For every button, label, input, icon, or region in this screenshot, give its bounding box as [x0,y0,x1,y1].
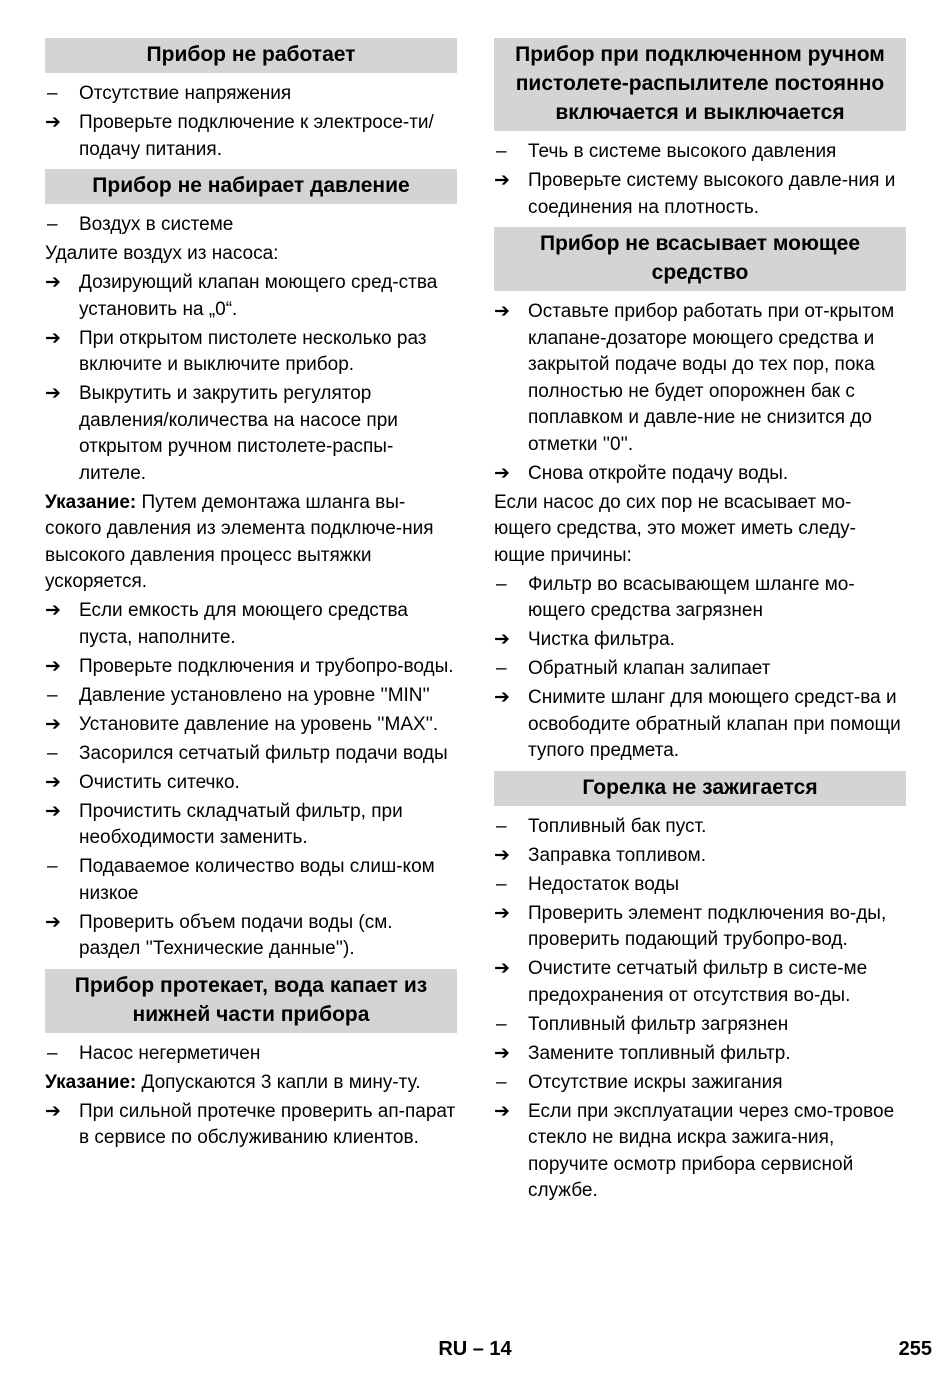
item-text: Снимите шланг для моющего средст-ва и освободите обратный клапан при помощи тупого предмета. [528,687,901,761]
footer-page-number: 255 [898,1338,932,1360]
dash-marker: – [47,214,58,235]
arrow-right-icon: ➔ [494,462,510,484]
cause-item [494,139,906,166]
arrow-right-icon: ➔ [494,170,510,191]
item-text: Если при эксплуатации через смо-тровое стекло не видна искра зажига-ния, поручите осмотр прибора сервисной службе. [528,1100,895,1201]
arrow-right-icon: ➔ [45,655,61,677]
troubleshooting-section [45,969,457,1152]
cause-item [45,81,457,108]
cause-item [45,741,457,768]
troubleshooting-section [494,771,906,1205]
item-text: Обратный клапан залипает [528,658,771,679]
cause-item [494,814,906,841]
dash-marker: – [496,1013,507,1035]
remedy-item [494,1099,906,1205]
cause-item [494,656,906,683]
arrow-right-icon: ➔ [494,902,510,924]
troubleshooting-section [45,169,457,963]
section-heading: Горелка не зажигается [494,771,906,806]
arrow-right-icon: ➔ [45,272,61,293]
remedy-item [45,270,457,323]
dash-marker: – [496,141,507,162]
item-text: Подаваемое количество воды слиш-ком низкое [79,856,435,904]
dash-marker: – [47,856,58,877]
item-text: Дозирующий клапан моющего сред-ства установить на „0“. [79,272,438,320]
cause-item [494,1012,906,1039]
item-text: Фильтр во всасывающем шланге мо-ющего средства загрязнен [528,573,855,621]
dash-marker: – [47,1042,58,1064]
dash-marker: – [47,83,58,104]
item-text: Установите давление на уровень ''MAX''. [79,713,439,735]
cause-item [45,683,457,710]
dash-marker: – [496,573,507,595]
remedy-item [45,1099,457,1152]
arrow-right-icon: ➔ [45,383,61,404]
arrow-right-icon: ➔ [45,112,61,133]
item-text: Прочистить складчатый фильтр, при необходимости заменить. [79,800,403,848]
item-text: Проверить объем подачи воды (см. раздел ''Технические данные''). [79,911,393,959]
remedy-item [45,770,457,797]
item-text: При сильной протечке проверить ап-парат в сервисе по обслуживанию клиентов. [79,1100,456,1148]
remedy-item [494,685,906,765]
plain-paragraph: Удалите воздух из насоса: [45,243,279,264]
item-text: Насос негерметичен [79,1042,261,1064]
note-paragraph [45,490,457,596]
arrow-right-icon: ➔ [45,327,61,349]
remedy-item [494,956,906,1009]
dash-marker: – [496,1071,507,1093]
cause-item [494,572,906,625]
remedy-item [45,712,457,739]
section-heading: Прибор не всасывает моющее средство [494,227,906,291]
troubleshooting-section [494,38,906,221]
dash-marker: – [496,873,507,895]
arrow-right-icon: ➔ [45,600,61,621]
remedy-item [45,910,457,963]
cause-item [494,1070,906,1097]
left-column [45,38,457,1158]
remedy-item [45,799,457,852]
arrow-right-icon: ➔ [494,1042,510,1064]
note-paragraph [45,1070,457,1097]
remedy-item [45,598,457,651]
note-text: Допускаются 3 капли в мину-ту. [136,1071,421,1093]
arrow-right-icon: ➔ [494,687,510,708]
remedy-item [45,654,457,681]
item-text: Воздух в системе [79,214,234,235]
dash-marker: – [47,742,58,764]
cause-item [45,854,457,907]
section-heading: Прибор не набирает давление [45,169,457,204]
item-text: Чистка фильтра. [528,629,675,650]
note-label: Указание: [45,1071,137,1093]
right-column [494,38,906,1211]
item-text: Засорился сетчатый фильтр подачи воды [79,742,448,764]
remedy-item [494,901,906,954]
item-text: Очистите сетчатый фильтр в систе-ме предохранения от отсутствия во-ды. [528,958,868,1006]
remedy-item [494,627,906,654]
section-heading: Прибор не работает [45,38,457,73]
arrow-right-icon: ➔ [494,629,510,650]
remedy-item [494,168,906,221]
item-text: Проверьте подключение к электросе-ти/подачу питания. [79,112,434,160]
cause-item [45,212,457,239]
item-text: Выкрутить и закрутить регулятор давления/количества на насосе при открытом ручном пистолете-распы-лителе. [79,383,398,484]
item-text: Проверьте подключения и трубопро-воды. [79,655,454,677]
arrow-right-icon: ➔ [494,844,510,866]
item-text: Замените топливный фильтр. [528,1042,791,1064]
arrow-right-icon: ➔ [494,958,510,979]
arrow-right-icon: ➔ [45,911,61,933]
item-text: Давление установлено на уровне ''MIN'' [79,684,430,706]
arrow-right-icon: ➔ [45,713,61,735]
item-text: Проверить элемент подключения во-ды, проверить подающий трубопро-вод. [528,902,887,950]
item-text: Отсутствие напряжения [79,83,292,104]
troubleshooting-section [45,38,457,163]
remedy-item [45,326,457,379]
dash-marker: – [496,658,507,679]
arrow-right-icon: ➔ [45,771,61,793]
item-text: Очистить ситечко. [79,771,240,793]
cause-item [45,1041,457,1068]
item-text: Отсутствие искры зажигания [528,1071,783,1093]
arrow-right-icon: ➔ [494,301,510,322]
footer-language-page: RU – 14 [438,1338,512,1360]
remedy-item [494,843,906,870]
arrow-right-icon: ➔ [45,1100,61,1122]
item-text: Топливный бак пуст. [528,815,707,837]
remedy-item [494,461,906,488]
note-text: Путем демонтажа шланга вы-сокого давления из элемента подключе-ния высокого давления процесс вытяжки ускоряется. [45,491,434,592]
section-heading: Прибор протекает, вода капает из нижней части прибора [45,969,457,1033]
item-text: Если емкость для моющего средства пуста, наполните. [79,600,408,648]
item-text: Недостаток воды [528,873,680,895]
arrow-right-icon: ➔ [494,1100,510,1122]
remedy-item [494,299,906,458]
remedy-item [45,110,457,163]
item-text: Снова откройте подачу воды. [528,462,789,484]
remedy-item [494,1041,906,1068]
note-label: Указание: [45,491,137,513]
plain-paragraph: Если насос до сих пор не всасывает мо-ющего средства, это может иметь следу-ющие причины: [494,491,856,566]
arrow-right-icon: ➔ [45,800,61,822]
item-text: Оставьте прибор работать при от-крытом клапане-дозаторе моющего средства и закрытой подаче воды до тех пор, пока полностью не будет опорожнен бак с поплавком и давле-ние не снизится до отметки ''0''. [528,301,895,455]
section-heading: Прибор при подключенном ручном пистолете-распылителе постоянно включается и выключается [494,38,906,131]
dash-marker: – [496,815,507,837]
remedy-item [45,381,457,487]
troubleshooting-section [494,227,906,765]
item-text: Топливный фильтр загрязнен [528,1013,789,1035]
item-text: Течь в системе высокого давления [528,141,837,162]
item-text: Проверьте систему высокого давле-ния и соединения на плотность. [528,170,896,218]
item-text: Заправка топливом. [528,844,706,866]
item-text: При открытом пистолете несколько раз включите и выключите прибор. [79,327,427,375]
dash-marker: – [47,684,58,706]
cause-item [494,872,906,899]
